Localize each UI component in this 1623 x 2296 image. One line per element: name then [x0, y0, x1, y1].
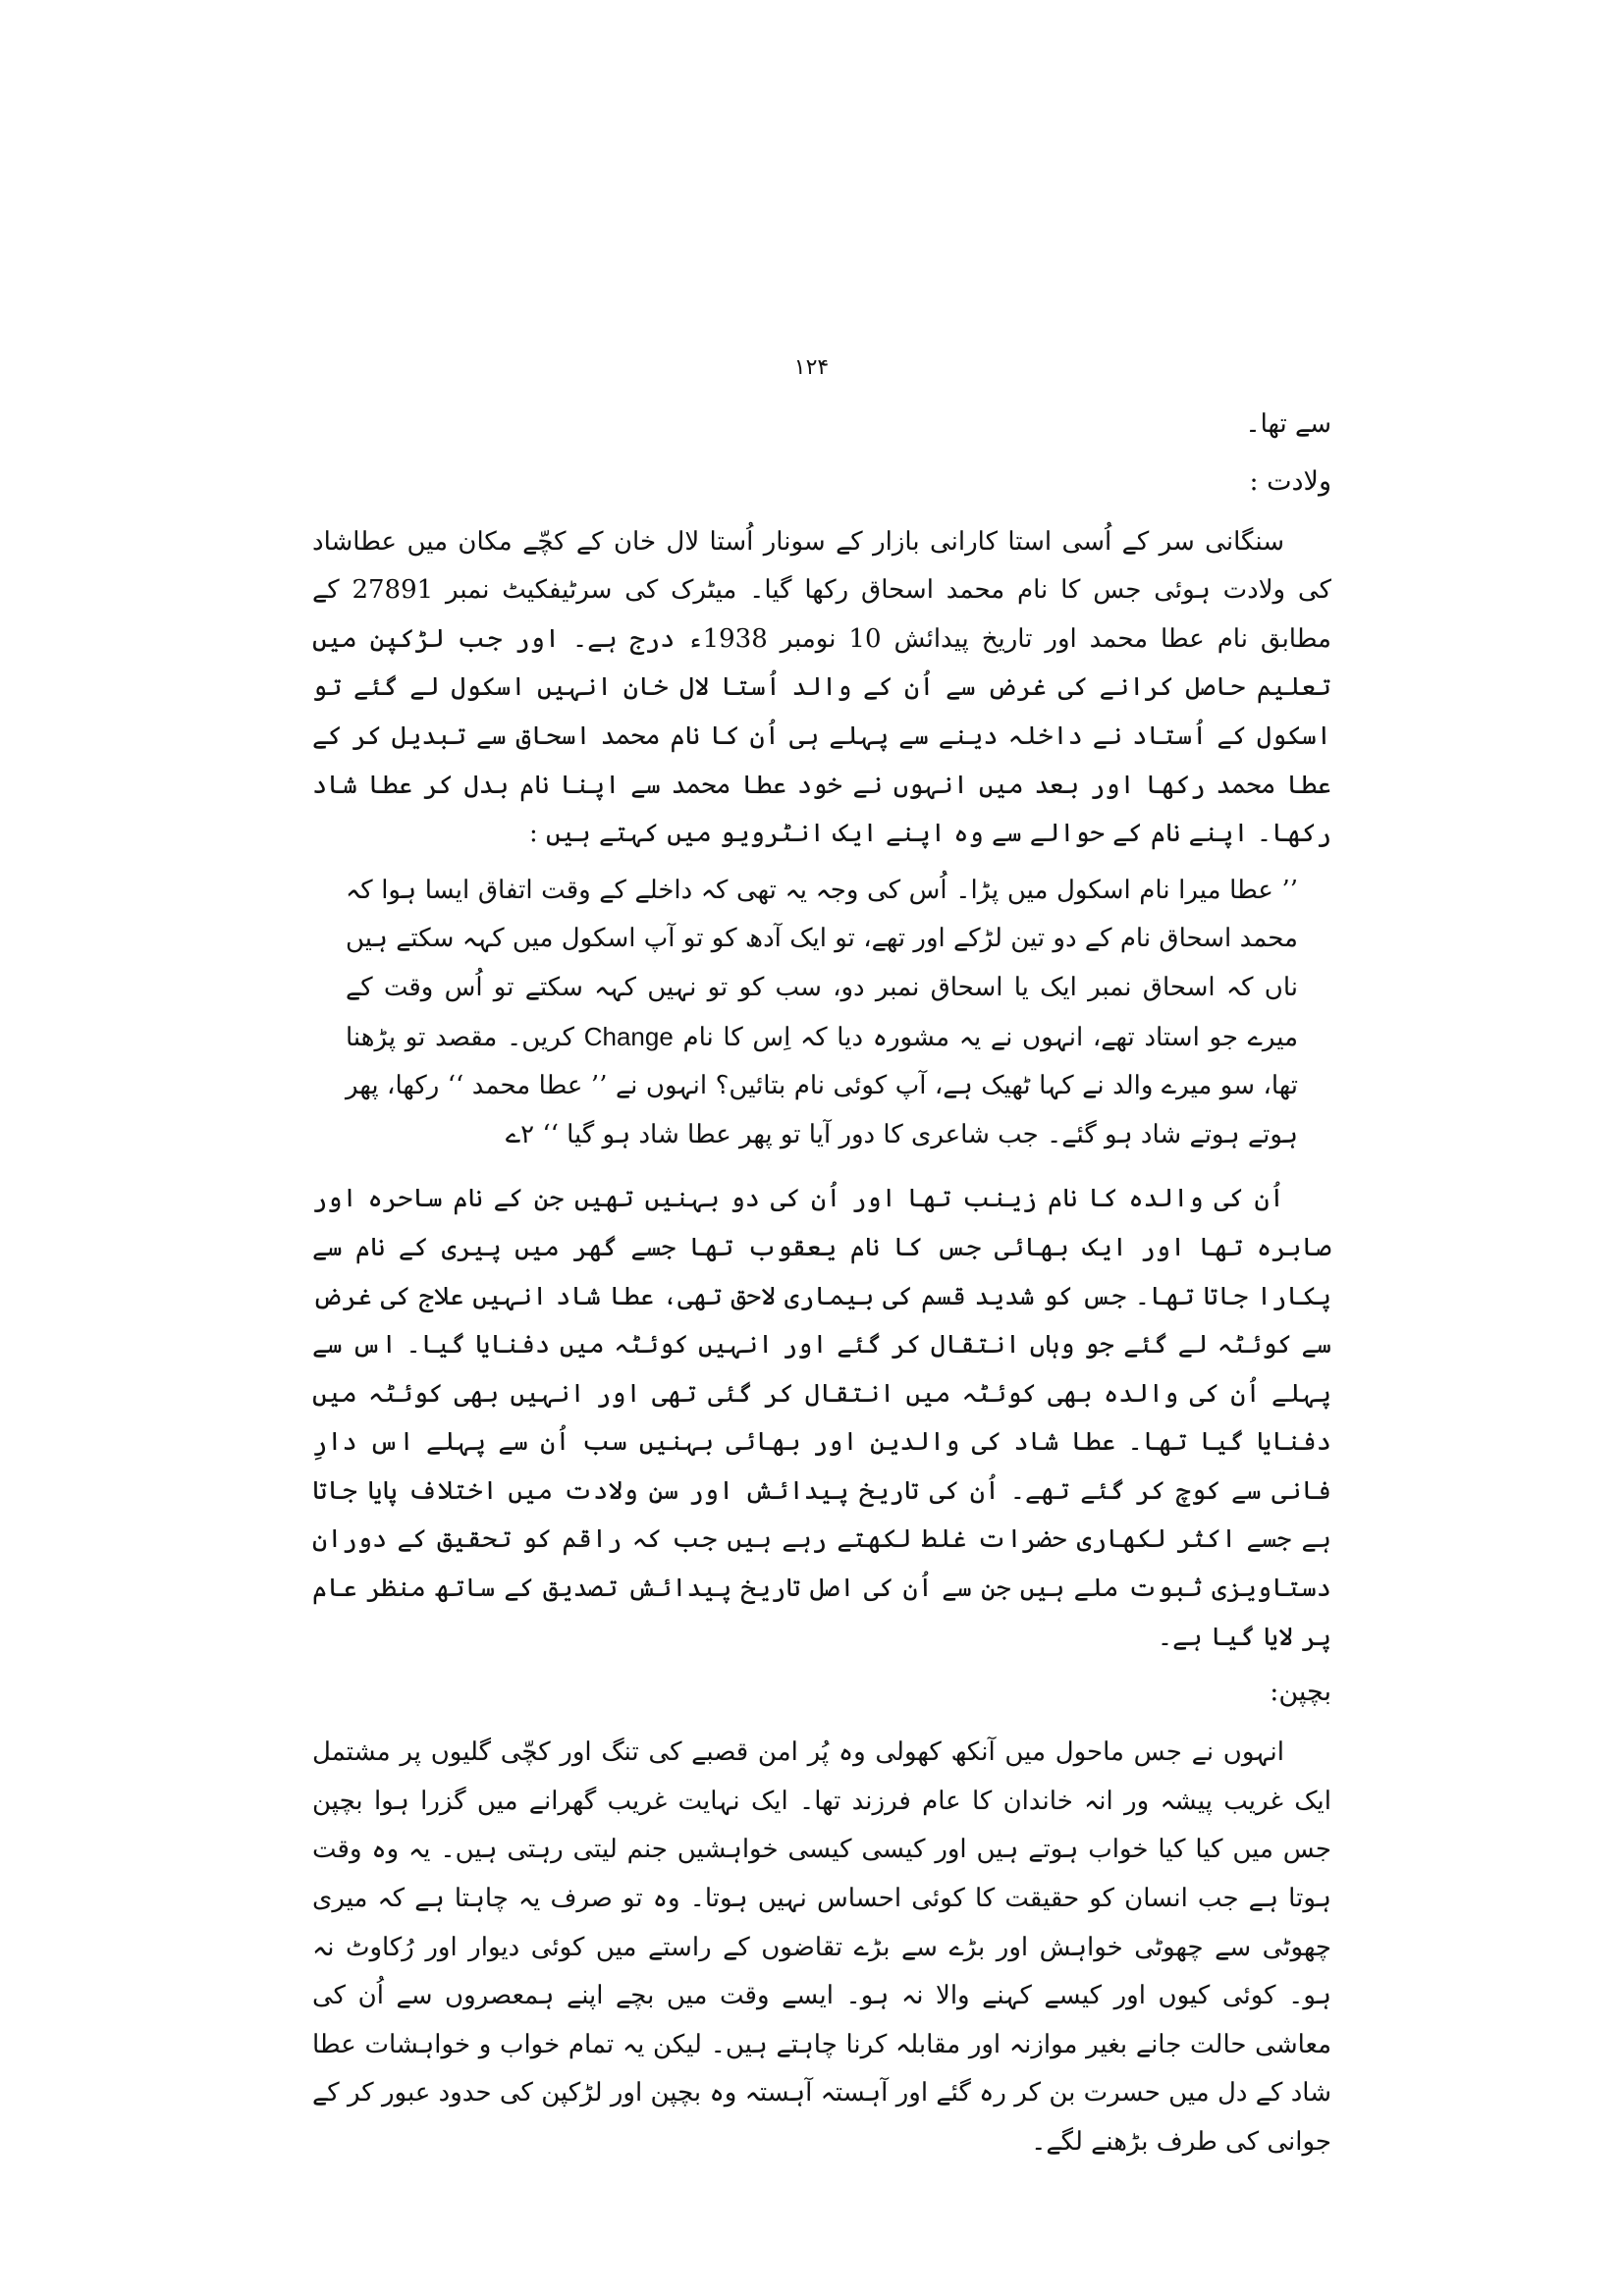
page-number: ۱۲۴: [793, 355, 830, 380]
page-content: [312, 400, 1331, 2173]
family-paragraph: اُن کی والدہ کا نام زینب تھا اور اُن کی دو بہنیں تھیں جن کے نام ساحرہ اور صابرہ تھا اور ایک بھائی جس کا نام یعقوب تھا جسے گھر میں پیری کے نام سے پکارا جاتا تھا۔ جس کو شدید قسم کی بیماری لاحق تھی، عطا شاد انہیں علاج کی غرض سے کوئٹہ لے گئے جو وہاں انتقال کر گئے اور انہیں کوئٹہ میں دفنایا گیا۔ اس سے پہلے اُن کی والدہ بھی کوئٹہ میں انتقال کر گئی تھی اور انہیں بھی کوئٹہ میں دفنایا گیا تھا۔ عطا شاد کی والدین اور بھائی بہنیں سب اُن سے پہلے اس دارِ فانی سے کوچ کر گئے تھے۔ اُن کی تاریخ پیدائش اور سنِ ولادت میں اختلاف پایا جاتا ہے جسے اکثر لکھاری حضرات غلط لکھتے رہے ہیں جب کہ راقم کو تحقیق کے دوران دستاویزی ثبوت ملے ہیں جن سے اُن کی اصل تاریخ پیدائش تصدیق کے ساتھ منظر عام پر لایا گیا ہے۔: [312, 1184, 1331, 1652]
birth-section: [312, 457, 1331, 1663]
section-heading-childhood: بچپن:: [1270, 1677, 1331, 1708]
section-heading-birth: ولادت :: [1249, 465, 1331, 497]
quote-english-word: Change: [583, 1021, 674, 1051]
quote-text-part-1: ’’ عطا میرا نام اسکول میں پڑا۔ اُس کی وجہ یہ تھی کہ داخلے کے وقت اتفاق ایسا ہوا کہ محمد اسحاق نام کے دو تین لڑکے اور تھے، تو ایک آدھ کو تو آپ اسکول میں کہہ سکتے ہیں ناں کہ اسحاق نمبر ایک یا اسحاق نمبر دو، سب کو تو نہیں کہہ سکتے تو اُس وقت کے میرے جو استاد تھے، انہوں نے یہ مشورہ دیا کہ اِس کا نام: [346, 875, 1299, 1052]
quote-text-part-2: کریں۔ مقصد تو پڑھنا تھا، سو میرے والد نے کہا ٹھیک ہے، آپ کوئی نام بتائیں؟ انہوں نے ’’ عطا محمد ‘‘ رکھا، پھر ہوتے ہوتے شاد ہو گئے۔ جب شاعری کا دور آیا تو پھر عطا شاد ہو گیا ‘‘ ۲ے: [346, 1022, 1298, 1149]
interview-quote: [346, 867, 1298, 1160]
birth-paragraph: سنگانی سر کے اُسی استا کارانی بازار کے سونار اُستا لال خان کے کچّے مکان میں عطاشاد کی ولادت ہوئی جس کا نام محمد اسحاق رکھا گیا۔ میٹرک کی سرٹیفکیٹ نمبر 27891 کے مطابق نام عطا محمد اور تاریخ پیدائش 10 نومبر 1938ء درج ہے۔ اور جب لڑکپن میں تعلیم حاصل کرانے کی غرض سے اُن کے والد اُستا لال خان انہیں اسکول لے گئے تو اسکول کے اُستاد نے داخلہ دینے سے پہلے ہی اُن کا نام محمد اسحاق سے تبدیل کر کے عطا محمد رکھا اور بعد میں انہوں نے خود عطا محمد سے اپنا نام بدل کر عطا شاد رکھا۔ اپنے نام کے حوالے سے وہ اپنے ایک انٹرویو میں کہتے ہیں :: [312, 526, 1331, 849]
continued-line: سے تھا۔: [1245, 409, 1331, 439]
childhood-paragraph: انہوں نے جس ماحول میں آنکھ کھولی وہ پُر امن قصبے کی تنگ اور کچّی گلیوں پر مشتمل ایک غریب پیشہ ور انہ خاندان کا عام فرزند تھا۔ ایک نہایت غریب گھرانے میں گزرا ہوا بچپن جس میں کیا کیا خواب ہوتے ہیں اور کیسی کیسی خواہشیں جنم لیتی رہتی ہیں۔ یہ وہ وقت ہوتا ہے جب انسان کو حقیقت کا کوئی احساس نہیں ہوتا۔ وہ تو صرف یہ چاہتا ہے کہ میری چھوٹی سے چھوٹی خواہش اور بڑے سے بڑے تقاضوں کے راستے میں کوئی دیوار اور رُکاوٹ نہ ہو۔ کوئی کیوں اور کیسے کہنے والا نہ ہو۔ ایسے وقت میں بچے اپنے ہمعصروں سے اُن کی معاشی حالت جانے بغیر موازنہ اور مقابلہ کرنا چاہتے ہیں۔ لیکن یہ تمام خواب و خواہشات عطا شاد کے دل میں حسرت بن کر رہ گئے اور آہستہ آہستہ وہ بچپن اور لڑکپن کی حدود عبور کر کے جوانی کی طرف بڑھنے لگے۔: [312, 1737, 1331, 2157]
interview-quote-text: [346, 867, 1298, 1160]
childhood-section: [312, 1668, 1331, 2166]
